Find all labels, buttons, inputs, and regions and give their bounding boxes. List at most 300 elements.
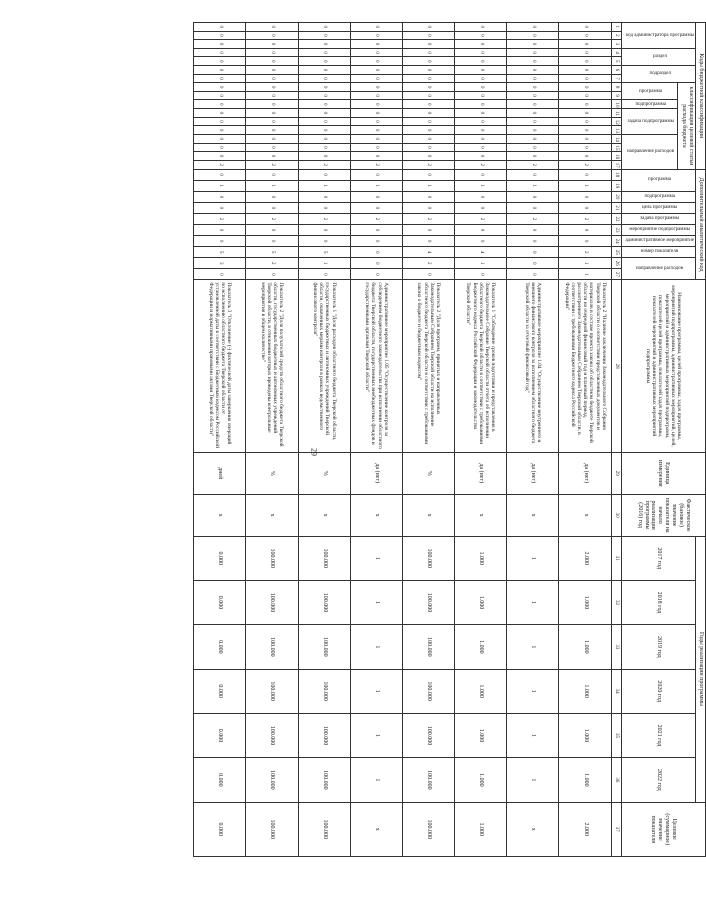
code-digit: 0 — [507, 31, 559, 40]
code-digit: 0 — [298, 134, 350, 143]
code-digit: 0 — [455, 74, 507, 83]
code-digit: 0 — [246, 109, 298, 118]
base-value-cell: x — [298, 494, 350, 536]
extra-code-header: Дополнительный аналитический код — [696, 169, 706, 280]
unit-cell: да (нет) — [559, 452, 611, 494]
code-digit: 1 — [507, 180, 559, 191]
code-digit: 0 — [455, 191, 507, 202]
column-number: 10 — [611, 100, 621, 109]
code-digit: 0 — [194, 117, 246, 126]
year-value-cell: 1.000 — [455, 625, 507, 669]
code-digit: 0 — [507, 126, 559, 135]
code-digit: 2 — [507, 213, 559, 224]
code-digit: 0 — [298, 74, 350, 83]
year-value-cell: 1.000 — [559, 669, 611, 713]
expense-direction-header: направление расходов — [627, 148, 675, 154]
code-digit: 0 — [298, 236, 350, 247]
code-digit: 0 — [559, 169, 611, 180]
code-digit: 0 — [298, 152, 350, 161]
code-digit: 0 — [507, 48, 559, 57]
code-digit: 0 — [194, 202, 246, 213]
code-digit: 5 — [246, 247, 298, 258]
code-digit: 3 — [194, 258, 246, 269]
table-row — [402, 23, 454, 857]
event-kind-header: номер показателя — [641, 249, 679, 255]
column-number: 5 — [611, 57, 621, 66]
year-value-cell: 1.000 — [455, 536, 507, 580]
column-number: 32 — [611, 580, 621, 624]
code-digit: 1 — [350, 180, 402, 191]
code-digit: 0 — [455, 91, 507, 100]
code-digit: 0 — [559, 31, 611, 40]
code-digit: 0 — [455, 152, 507, 161]
code-digit: 0 — [246, 269, 298, 280]
program-code-header: программа — [639, 88, 663, 94]
column-number: 3 — [611, 40, 621, 49]
year-value-cell: 1.000 — [559, 758, 611, 802]
year-value-cell: 1 — [507, 758, 559, 802]
target-value-header: Целевое (суммарное) значение показателя — [621, 802, 705, 856]
code-digit: 0 — [350, 152, 402, 161]
code-digit: 0 — [507, 83, 559, 92]
year-value-cell: 0.000 — [194, 580, 246, 624]
code-digit: 2 — [194, 160, 246, 169]
code-digit: 0 — [402, 83, 454, 92]
code-digit: 0 — [507, 117, 559, 126]
code-digit: 0 — [455, 225, 507, 236]
year-value-cell: 1 — [350, 758, 402, 802]
year-value-cell: 100.000 — [402, 758, 454, 802]
code-digit: 1 — [246, 180, 298, 191]
year-value-cell: 1.000 — [559, 580, 611, 624]
code-digit: 0 — [559, 126, 611, 135]
year-value-cell: 100.000 — [298, 713, 350, 757]
direction-header: задача подпрограммы — [627, 118, 675, 124]
column-number: 36 — [611, 758, 621, 802]
code-digit: 0 — [455, 126, 507, 135]
column-number: 14 — [611, 134, 621, 143]
code-digit: 0 — [194, 152, 246, 161]
code-digit: 5 — [298, 247, 350, 258]
code-digit: 0 — [246, 31, 298, 40]
code-digit: 1 — [559, 269, 611, 280]
table-row — [559, 23, 611, 857]
code-digit: 0 — [350, 91, 402, 100]
code-digit: 0 — [246, 48, 298, 57]
column-number: 24 — [611, 236, 621, 247]
program-header: программа — [648, 177, 672, 183]
target-value-cell: 0.000 — [194, 802, 246, 856]
code-digit: 0 — [507, 91, 559, 100]
code-digit: 0 — [402, 91, 454, 100]
year-value-cell: 1.000 — [455, 669, 507, 713]
column-number: 35 — [611, 713, 621, 757]
year-2020-header: 2020 год — [621, 669, 695, 713]
code-digit: 2 — [455, 213, 507, 224]
code-digit: 0 — [507, 23, 559, 32]
code-digit: 2 — [559, 160, 611, 169]
code-digit: 0 — [350, 23, 402, 32]
year-value-cell: 100.000 — [246, 625, 298, 669]
year-2019-header: 2019 год — [621, 625, 695, 669]
event-header: мероприятие подпрограммы — [629, 227, 691, 233]
code-digit: 0 — [298, 40, 350, 49]
code-digit: 0 — [350, 57, 402, 66]
code-digit: 0 — [559, 100, 611, 109]
code-digit: 0 — [507, 134, 559, 143]
year-value-cell: 1.000 — [559, 625, 611, 669]
code-digit: 0 — [246, 91, 298, 100]
code-digit: 0 — [559, 143, 611, 152]
unit-header: Единица измерения — [621, 452, 705, 494]
code-digit: 0 — [559, 40, 611, 49]
base-value-cell: x — [246, 494, 298, 536]
code-digit: 0 — [194, 57, 246, 66]
column-number: 30 — [611, 494, 621, 536]
code-digit: 0 — [402, 225, 454, 236]
code-digit: 0 — [350, 134, 402, 143]
code-digit: 0 — [455, 269, 507, 280]
year-value-cell: 100.000 — [402, 625, 454, 669]
code-digit: 0 — [507, 152, 559, 161]
code-digit: 0 — [350, 247, 402, 258]
code-digit: 0 — [350, 83, 402, 92]
column-number: 7 — [611, 74, 621, 83]
code-digit: 2 — [350, 213, 402, 224]
code-digit: 0 — [194, 40, 246, 49]
code-digit: 2 — [298, 213, 350, 224]
year-value-cell: 100.000 — [298, 536, 350, 580]
code-digit: 0 — [194, 66, 246, 75]
code-digit: 0 — [246, 152, 298, 161]
year-value-cell: 1.000 — [455, 713, 507, 757]
code-digit: 0 — [350, 117, 402, 126]
code-digit: 2 — [559, 213, 611, 224]
code-digit: 0 — [246, 66, 298, 75]
code-digit: 0 — [507, 236, 559, 247]
program-indicators-table — [193, 22, 706, 857]
target-value-cell: 1.000 — [455, 802, 507, 856]
code-digit: 0 — [350, 126, 402, 135]
base-value-cell: x — [507, 494, 559, 536]
code-digit: 0 — [350, 202, 402, 213]
year-value-cell: 1 — [507, 580, 559, 624]
code-digit: 0 — [350, 100, 402, 109]
code-digit: 0 — [507, 247, 559, 258]
code-digit: 0 — [559, 202, 611, 213]
base-value-header: Фактическое (базовое) значение показателя на начало реализации программы (2016) год — [621, 494, 705, 536]
code-digit: 0 — [455, 134, 507, 143]
code-digit: 0 — [402, 269, 454, 280]
years-header: Годы реализации программы — [696, 536, 706, 802]
unit-cell: % — [298, 452, 350, 494]
code-digit: 0 — [350, 48, 402, 57]
code-digit: 0 — [194, 269, 246, 280]
code-digit: 0 — [298, 91, 350, 100]
column-number: 26 — [611, 258, 621, 269]
indicator-name: Показатель 1 "Доля расходов областного бюджета Тверской области, государственных бюджетных и автономных учреждений Тверской области, охваченных мерами контроля в рамках ведомственного финансового контроля" — [298, 280, 350, 452]
code-digit: 2 — [402, 160, 454, 169]
code-digit: 0 — [402, 66, 454, 75]
code-digit: 2 — [402, 213, 454, 224]
code-digit: 1 — [455, 180, 507, 191]
code-digit: 0 — [298, 48, 350, 57]
indicator-name: Показатель 2 "Наличие заключения Законодательного Собрания Тверской области о соответствии представленных документов и материалов в составе проекта закона об областном бюджете Тверской области на очередной финансовый год и плановый период, рассмотренного Законодательным Собранием Тверской области, в соответствии с требованиями Бюджетного кодекса Российской Федерации" — [559, 280, 611, 452]
code-digit: 0 — [402, 134, 454, 143]
code-digit: 0 — [246, 126, 298, 135]
year-value-cell: 100.000 — [246, 713, 298, 757]
code-digit: 0 — [507, 225, 559, 236]
code-digit: 0 — [298, 83, 350, 92]
year-value-cell: 1.000 — [455, 580, 507, 624]
table-row — [507, 23, 559, 857]
task-header: задача программы — [640, 216, 680, 222]
column-number: 28 — [611, 280, 621, 452]
code-digit: 0 — [350, 66, 402, 75]
code-digit: 0 — [350, 31, 402, 40]
name-header: Наименование программы, целей программы, задач программы, мероприятий подпрограммы, административных мероприятий, целей, мероприятий и административных мероприятий подпрограмм, показателей целей программы, показателей задач программы, показателей мероприятий и административных мероприятий подпрограммы — [621, 280, 705, 452]
target-class-header: классификация целевой статьи расхода бюджета — [678, 83, 696, 169]
code-digit: 0 — [298, 23, 350, 32]
code-digit: 0 — [507, 40, 559, 49]
code-digit: 0 — [402, 126, 454, 135]
code-digit: 0 — [194, 91, 246, 100]
year-value-cell: 0.000 — [194, 713, 246, 757]
column-number: 4 — [611, 48, 621, 57]
year-value-cell: 100.000 — [402, 669, 454, 713]
code-digit: 0 — [194, 100, 246, 109]
code-digit: 0 — [559, 152, 611, 161]
column-number: 20 — [611, 191, 621, 202]
code-digit: 0 — [402, 23, 454, 32]
code-digit: 0 — [246, 117, 298, 126]
code-digit: 0 — [350, 236, 402, 247]
code-digit: 1 — [298, 180, 350, 191]
target-value-cell: x — [507, 802, 559, 856]
code-digit: 0 — [194, 134, 246, 143]
column-number: 21 — [611, 202, 621, 213]
code-digit: 0 — [455, 31, 507, 40]
code-digit: 0 — [246, 191, 298, 202]
subsection-header: подраздел — [649, 71, 671, 77]
code-digit: 0 — [194, 169, 246, 180]
column-number: 16 — [611, 152, 621, 161]
year-value-cell: 100.000 — [298, 669, 350, 713]
code-digit: 0 — [559, 191, 611, 202]
code-digit: 0 — [402, 100, 454, 109]
code-digit: 0 — [246, 225, 298, 236]
code-digit: 4 — [402, 247, 454, 258]
code-digit: 2 — [559, 247, 611, 258]
code-digit: 0 — [559, 66, 611, 75]
section-header: раздел — [652, 54, 667, 60]
table-row — [455, 23, 507, 857]
indicator-name: Административное мероприятие 1.04 "Осуществление внутреннего и внешнего финансового контроля за исполнением областного бюджета Тверской области за отчетный финансовый год" — [507, 280, 559, 452]
code-digit: 1 — [455, 258, 507, 269]
code-digit: 0 — [194, 126, 246, 135]
code-digit: 0 — [559, 225, 611, 236]
year-value-cell: 1 — [350, 536, 402, 580]
code-digit: 2 — [246, 258, 298, 269]
year-value-cell: 100.000 — [402, 713, 454, 757]
table-row — [350, 23, 402, 857]
code-digit: 0 — [298, 31, 350, 40]
year-value-cell: 1 — [350, 669, 402, 713]
code-digit: 0 — [350, 74, 402, 83]
year-value-cell: 0.000 — [194, 536, 246, 580]
code-digit: 2 — [194, 213, 246, 224]
code-digit: 2 — [455, 160, 507, 169]
year-2018-header: 2018 год — [621, 580, 695, 624]
code-digit: 0 — [507, 66, 559, 75]
year-2022-header: 2022 год — [621, 758, 695, 802]
code-digit: 2 — [350, 160, 402, 169]
year-value-cell: 1 — [350, 580, 402, 624]
code-digit: 0 — [455, 66, 507, 75]
code-digit: 0 — [402, 202, 454, 213]
column-number: 11 — [611, 109, 621, 118]
code-digit: 0 — [246, 74, 298, 83]
code-digit: 0 — [507, 143, 559, 152]
year-value-cell: 100.000 — [402, 536, 454, 580]
code-digit: 0 — [455, 100, 507, 109]
indicator-header: административное мероприятие — [625, 238, 695, 244]
code-digit: 0 — [194, 143, 246, 152]
code-digit: 0 — [507, 269, 559, 280]
code-digit: 0 — [298, 225, 350, 236]
code-digit: 0 — [559, 91, 611, 100]
code-digit: 0 — [350, 191, 402, 202]
base-value-cell: x — [559, 494, 611, 536]
code-digit: 0 — [507, 169, 559, 180]
column-number: 25 — [611, 247, 621, 258]
column-number: 2 — [611, 31, 621, 40]
code-digit: 0 — [298, 126, 350, 135]
code-digit: 2 — [246, 213, 298, 224]
code-digit: 0 — [559, 236, 611, 247]
code-digit: 0 — [298, 269, 350, 280]
code-digit: 0 — [559, 57, 611, 66]
code-digit: 0 — [559, 134, 611, 143]
unit-cell: % — [402, 452, 454, 494]
code-digit: 0 — [194, 31, 246, 40]
code-digit: 0 — [194, 23, 246, 32]
code-digit: 0 — [559, 109, 611, 118]
indicator-name: Показатель 2 "Доля программ, принятых и направленных Законодательным Собранием Тверской области на исполнение областного бюджета Тверской области в соответствии с требованиями закона о бюджете и бюджетным кодексом" — [402, 280, 454, 452]
base-value-cell: x — [455, 494, 507, 536]
code-digit: 0 — [298, 117, 350, 126]
year-value-cell: 0.000 — [194, 669, 246, 713]
column-number: 1 — [611, 23, 621, 32]
column-number: 18 — [611, 169, 621, 180]
code-digit: 0 — [559, 23, 611, 32]
code-digit: 0 — [350, 225, 402, 236]
code-digit: 0 — [402, 191, 454, 202]
code-digit: 2 — [298, 160, 350, 169]
code-digit: 0 — [507, 100, 559, 109]
code-digit: 0 — [194, 191, 246, 202]
code-digit: 1 — [559, 180, 611, 191]
code-digit: 0 — [402, 57, 454, 66]
code-digit: 0 — [350, 143, 402, 152]
code-digit: 0 — [455, 23, 507, 32]
table-row — [194, 23, 246, 857]
code-digit: 0 — [194, 48, 246, 57]
code-digit: 0 — [246, 202, 298, 213]
base-value-cell: x — [350, 494, 402, 536]
code-digit: 0 — [246, 134, 298, 143]
column-number: 19 — [611, 180, 621, 191]
year-2017-header: 2017 год — [621, 536, 695, 580]
code-digit: 0 — [194, 74, 246, 83]
code-digit: 0 — [246, 236, 298, 247]
base-value-cell: x — [402, 494, 454, 536]
code-digit: 0 — [298, 143, 350, 152]
column-number: 31 — [611, 536, 621, 580]
code-digit: 0 — [455, 109, 507, 118]
year-value-cell: 1 — [350, 625, 402, 669]
column-number: 17 — [611, 160, 621, 169]
code-digit: 1 — [298, 258, 350, 269]
target-value-cell: 100.000 — [402, 802, 454, 856]
year-value-cell: 100.000 — [246, 669, 298, 713]
column-number: 23 — [611, 225, 621, 236]
code-digit: 0 — [298, 202, 350, 213]
code-digit: 4 — [455, 247, 507, 258]
code-digit: 0 — [298, 100, 350, 109]
code-digit: 0 — [246, 57, 298, 66]
year-value-cell: 100.000 — [298, 758, 350, 802]
code-digit: 0 — [194, 109, 246, 118]
unit-cell: % — [246, 452, 298, 494]
code-digit: 0 — [402, 31, 454, 40]
code-digit: 1 — [559, 258, 611, 269]
code-digit: 0 — [455, 202, 507, 213]
code-digit: 0 — [298, 169, 350, 180]
code-digit: 0 — [298, 66, 350, 75]
code-digit: 0 — [350, 169, 402, 180]
year-value-cell: 0.000 — [194, 625, 246, 669]
admin-code-header: код администратора программы — [625, 32, 694, 38]
column-number: 22 — [611, 213, 621, 224]
unit-cell: да (нет) — [507, 452, 559, 494]
code-digit: 0 — [402, 143, 454, 152]
indicator-name: Показатель 1 "Соблюдение сроков подготовки и представления в Законодательное Собрание Тверской области отчета об исполнении областного бюджета Тверской области в соответствии с требованиями Бюджетного кодекса Российской Федерации и законодательства Тверской области" — [455, 280, 507, 452]
budget-codes-header: Коды бюджетной классификации — [696, 23, 706, 170]
code-digit: 0 — [298, 57, 350, 66]
code-digit: 0 — [402, 74, 454, 83]
year-value-cell: 1 — [350, 713, 402, 757]
table-row — [298, 23, 350, 857]
table-row — [246, 23, 298, 857]
code-digit: 0 — [402, 48, 454, 57]
indicator-name: Административное мероприятие 1.05 "Осуществление контроля за соблюдением бюджетного законодательства при исполнении областного бюджета Тверской области, государственных внебюджетных фондов и государственными органами Тверской области" — [350, 280, 402, 452]
code-digit: 0 — [507, 191, 559, 202]
code-digit: 0 — [507, 202, 559, 213]
base-value-cell: x — [194, 494, 246, 536]
code-digit: 0 — [402, 169, 454, 180]
code-digit: 0 — [455, 143, 507, 152]
code-digit: 0 — [559, 74, 611, 83]
code-digit: 0 — [402, 109, 454, 118]
code-digit: 0 — [194, 236, 246, 247]
column-number: 12 — [611, 117, 621, 126]
code-digit: 0 — [246, 169, 298, 180]
code-digit: 2 — [507, 160, 559, 169]
column-numbers-row — [611, 23, 621, 857]
code-digit: 1 — [402, 180, 454, 191]
code-digit: 0 — [455, 57, 507, 66]
